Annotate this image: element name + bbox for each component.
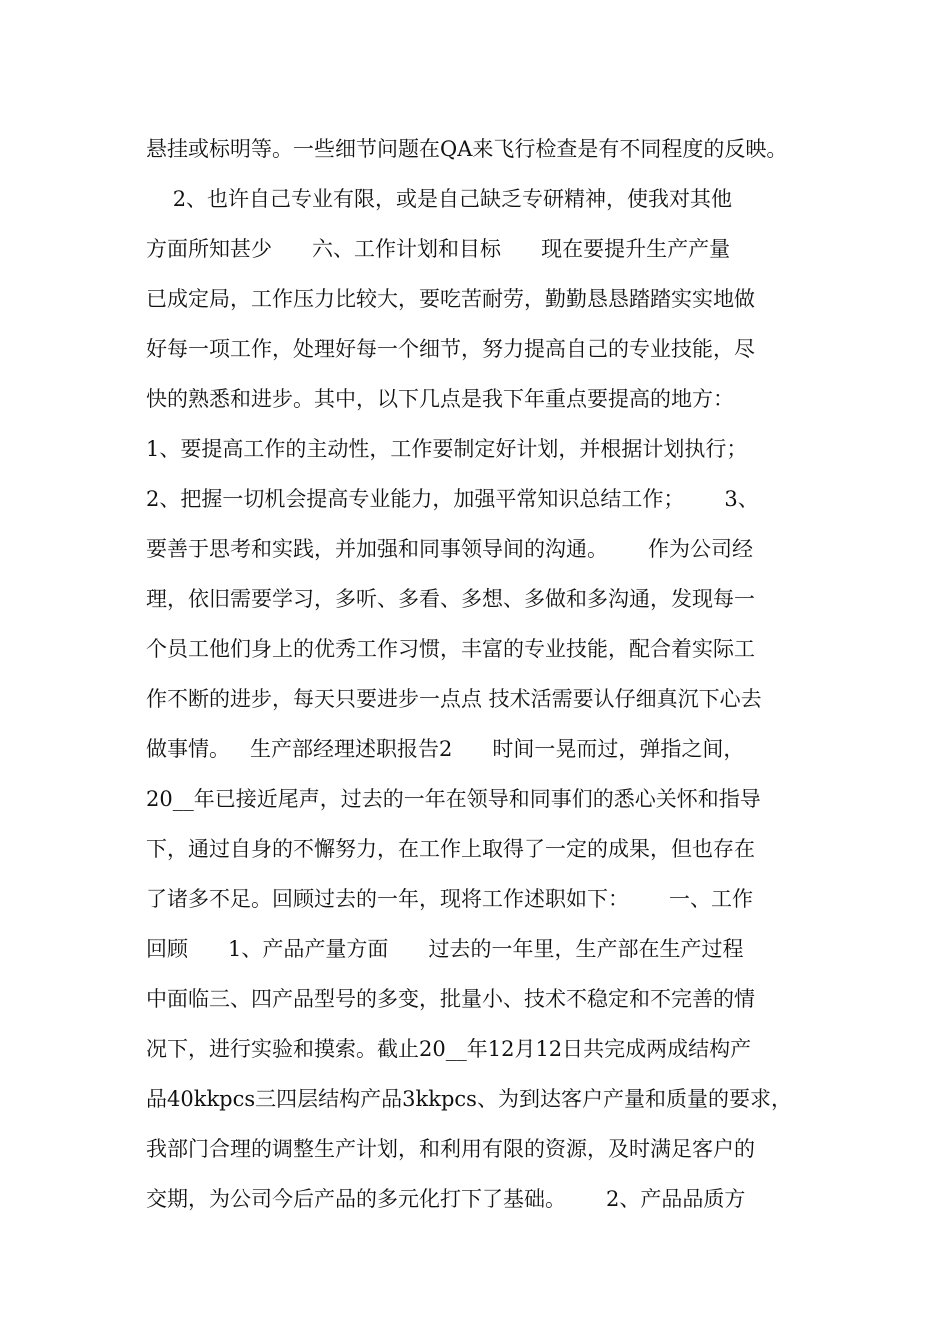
text-line: 品40kkpcs三四层结构产品3kkpcs、为到达客户产量和质量的要求，	[146, 1087, 792, 1111]
text-line: 个员工他们身上的优秀工作习惯，丰富的专业技能，配合着实际工	[146, 637, 755, 661]
text-line: 20__年已接近尾声，过去的一年在领导和同事们的悉心关怀和指导	[146, 787, 761, 811]
text-line: 做事情。 生产部经理述职报告2 时间一晃而过，弹指之间，	[146, 737, 745, 761]
text-line: 2、也许自己专业有限，或是自己缺乏专研精神，使我对其他	[146, 187, 733, 211]
text-line: 回顾 1、产品产量方面 过去的一年里，生产部在生产过程	[146, 937, 744, 961]
text-line: 下，通过自身的不懈努力，在工作上取得了一定的成果，但也存在	[146, 837, 755, 861]
text-line: 理，依旧需要学习，多听、多看、多想、多做和多沟通，发现每一	[146, 587, 755, 611]
text-line: 交期，为公司今后产品的多元化打下了基础。 2、产品品质方	[146, 1187, 746, 1211]
text-line: 况下，进行实验和摸索。截止20__年12月12日共完成两成结构产	[146, 1037, 752, 1061]
text-line: 1、要提高工作的主动性，工作要制定好计划，并根据计划执行；	[146, 437, 748, 461]
body-text	[146, 124, 826, 1224]
text-line: 中面临三、四产品型号的多变，批量小、技术不稳定和不完善的情	[146, 987, 755, 1011]
text-line: 已成定局，工作压力比较大，要吃苦耐劳，勤勤恳恳踏踏实实地做	[146, 287, 755, 311]
text-line: 好每一项工作，处理好每一个细节，努力提高自己的专业技能，尽	[146, 337, 755, 361]
text-line: 要善于思考和实践，并加强和同事领导间的沟通。 作为公司经	[146, 537, 754, 561]
text-line: 快的熟悉和进步。其中，以下几点是我下年重点要提高的地方：	[146, 387, 734, 411]
text-line: 方面所知甚少 六、工作计划和目标 现在要提升生产产量	[146, 237, 731, 261]
text-line: 悬挂或标明等。一些细节问题在QA来飞行检查是有不同程度的反映。	[146, 137, 788, 161]
text-line: 2、把握一切机会提高专业能力，加强平常知识总结工作； 3、	[146, 487, 759, 511]
text-line: 作不断的进步，每天只要进步一点点 技术活需要认仔细真沉下心去	[146, 687, 762, 711]
text-line: 了诸多不足。回顾过去的一年，现将工作述职如下： 一、工作	[146, 887, 754, 911]
text-line: 我部门合理的调整生产计划，和利用有限的资源，及时满足客户的	[146, 1137, 755, 1161]
